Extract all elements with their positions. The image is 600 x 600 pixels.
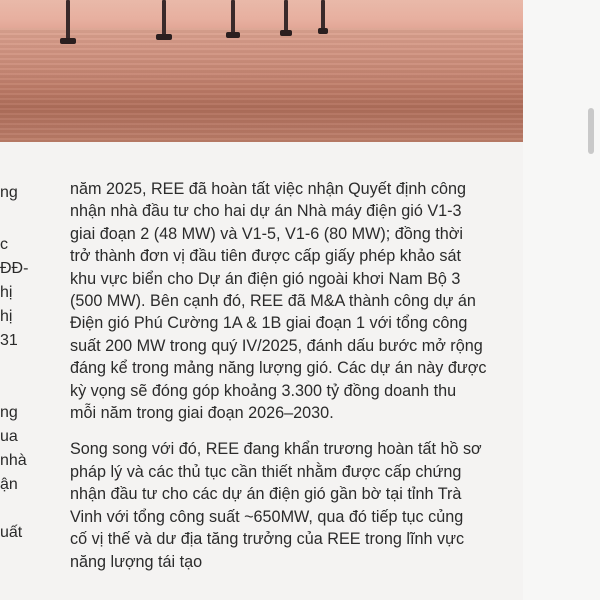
background-text-fragment: ĐĐ-: [0, 260, 29, 277]
article-body: [70, 178, 530, 573]
article-line: năng lượng tái tạo: [70, 552, 203, 571]
right-edge-panel: [523, 0, 600, 600]
article-line: Vinh với tổng công suất ~650MW, qua đó tiếp tục củng: [70, 507, 464, 526]
article-line: (500 MW). Bên cạnh đó, REE đã M&A thành công dự án: [70, 292, 476, 311]
background-text-fragment: ng: [0, 184, 18, 201]
article-line: suất 200 MW trong quý IV/2025, đánh dấu bước mở rộng: [70, 336, 483, 355]
article-line: Điện gió Phú Cường 1A & 1B giai đoạn 1 với tổng công: [70, 314, 468, 333]
scrollbar-thumb[interactable]: [588, 108, 594, 154]
article-line: pháp lý và các thủ tục cần thiết nhằm được cấp chứng: [70, 462, 462, 481]
hero-image-offshore-wind-farm: [0, 0, 523, 142]
article-line: nhận nhà đầu tư cho hai dự án Nhà máy điện gió V1-3: [70, 202, 462, 221]
background-text-fragment: c: [0, 236, 8, 253]
background-text-column: [0, 140, 29, 600]
article-line: cố vị thế và dư địa tăng trưởng của REE trong lĩnh vực: [70, 530, 465, 549]
sea-surface: [0, 28, 523, 142]
background-text-fragment: nhà: [0, 452, 27, 469]
wind-turbine-tower: [66, 0, 70, 40]
article-paragraph-2: [70, 438, 530, 572]
article-line: giai đoạn 2 (48 MW) và V1-5, V1-6 (80 MW); đồng thời: [70, 224, 463, 243]
article-line: mỗi năm trong giai đoạn 2026–2030.: [70, 404, 334, 423]
article-line: đáng kể trong mảng năng lượng gió. Các dự án này được: [70, 359, 487, 378]
background-text-fragment: ng: [0, 404, 18, 421]
article-line: trở thành đơn vị đầu tiên được cấp giấy phép khảo sát: [70, 247, 461, 266]
article-line: nhận đầu tư cho các dự án điện gió gần bờ tại tỉnh Trà: [70, 485, 462, 504]
wind-turbine-tower: [284, 0, 288, 32]
background-text-fragment: hị: [0, 308, 13, 325]
wind-turbine-base: [60, 38, 76, 44]
wind-turbine-base: [280, 30, 292, 36]
background-text-fragment: hị: [0, 284, 13, 301]
background-text-fragment: uất: [0, 524, 23, 541]
background-text-fragment: ua: [0, 428, 18, 445]
wind-turbine-base: [226, 32, 240, 38]
wind-turbine-base: [318, 28, 328, 34]
wind-turbine-tower: [321, 0, 325, 30]
wind-turbine-tower: [162, 0, 166, 36]
article-line: kỳ vọng sẽ đóng góp khoảng 3.300 tỷ đồng doanh thu: [70, 381, 457, 400]
background-text-fragment: ận: [0, 476, 18, 493]
background-text-fragment: 31: [0, 332, 18, 349]
wind-turbine-base: [156, 34, 172, 40]
article-line: khu vực biển cho Dự án điện gió ngoài khơi Nam Bộ 3: [70, 269, 461, 288]
article-paragraph-1: [70, 178, 530, 424]
article-line: Song song với đó, REE đang khẩn trương hoàn tất hồ sơ: [70, 440, 482, 459]
article-line: năm 2025, REE đã hoàn tất việc nhận Quyết định công: [70, 180, 466, 198]
wind-turbine-tower: [231, 0, 235, 34]
